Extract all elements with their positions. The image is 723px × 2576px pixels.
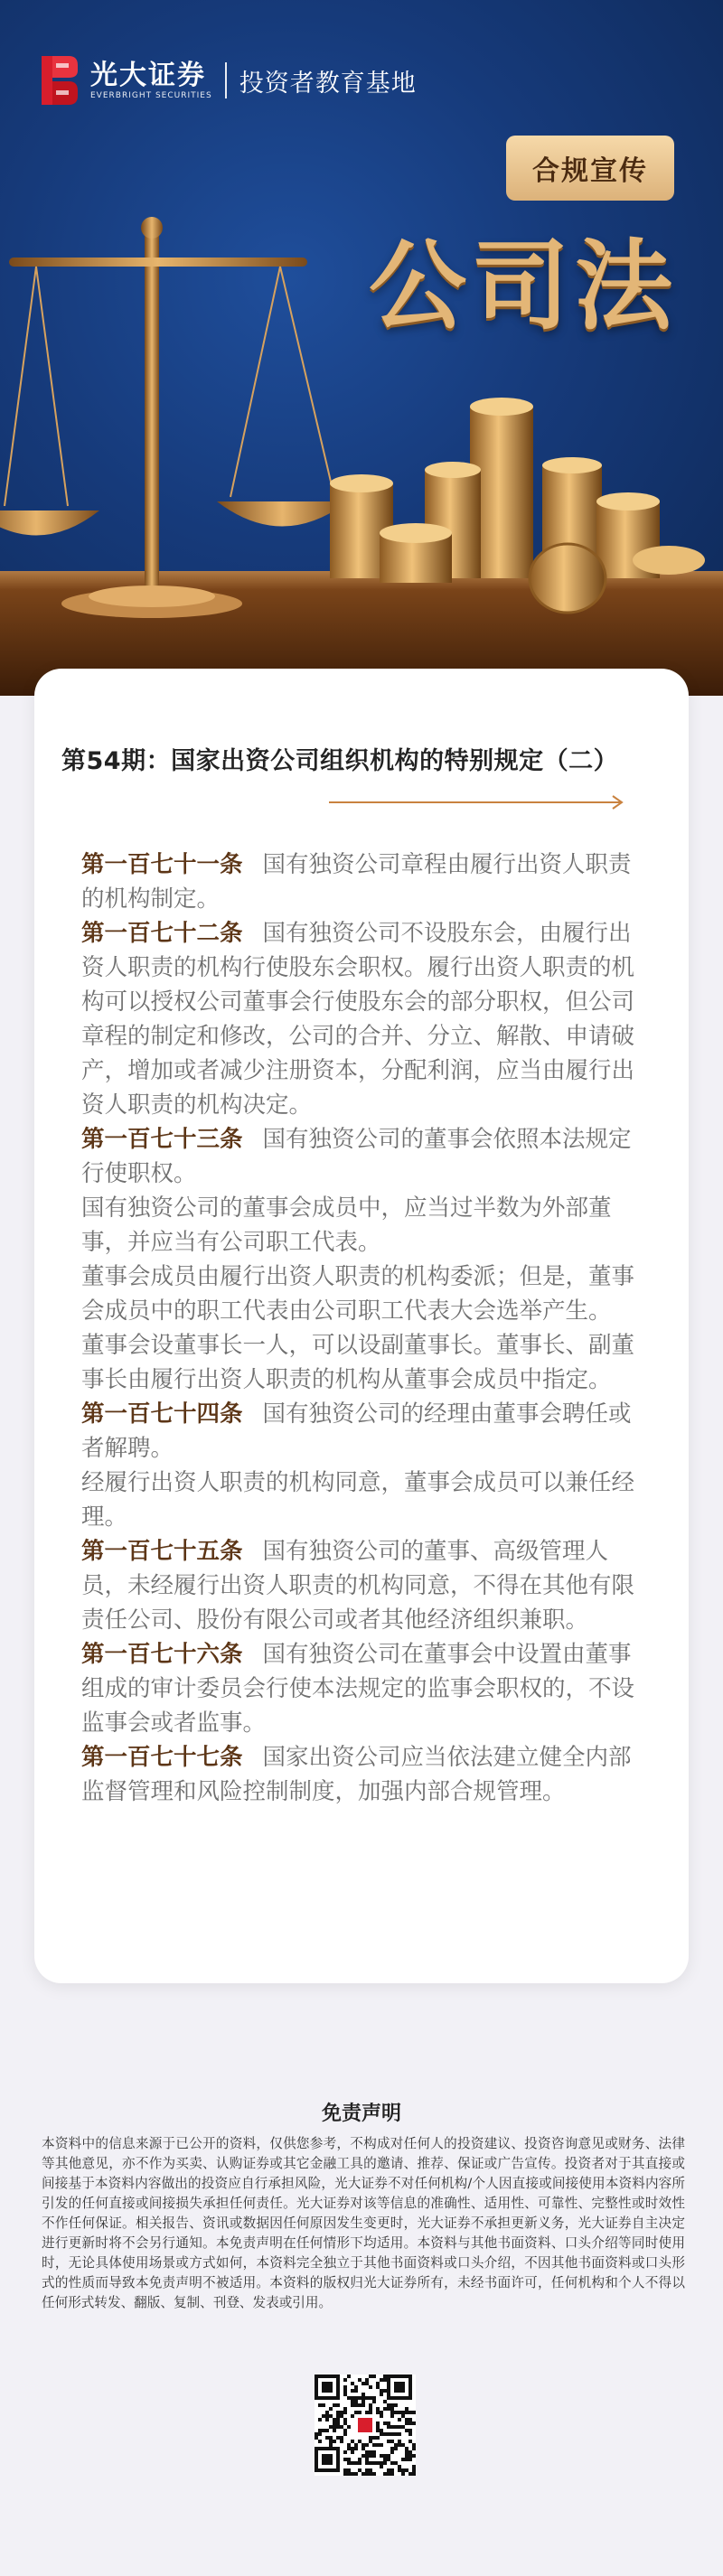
article-paragraph (81, 1260, 643, 1328)
brand-logo (42, 56, 417, 105)
article-text: 国有独资公司在董事会中设置由董事组成的审计委员会行使本法规定的监事会职权的，不设监事会或者监事。 (81, 1641, 635, 1737)
article-paragraph (81, 1191, 643, 1260)
issue-title: 第54期：国家出资公司组织机构的特别规定（二） (61, 747, 619, 775)
article-text: 国有独资公司章程由履行出资人职责的机构制定。 (81, 851, 632, 913)
articles-body (81, 848, 643, 1809)
disclaimer-title: 免责声明 (321, 2103, 401, 2125)
article-paragraph (81, 916, 643, 1122)
article-paragraph (81, 1397, 643, 1466)
article-number: 第一百七十一条 (81, 851, 243, 878)
disclaimer-text: 本资料中的信息来源于已公开的资料，仅供您参考，不构成对任何人的投资建议、投资咨询意见或财务、法律等其他意见，亦不作为买卖、认购证券或其它金融工具的邀请、推荐、保证或广告宣传。投资者对于其直接或间接基于本资料内容做出的投资应自行承担风险，光大证券不对任何机构/个人因直接或间接使用本资料内容所引发的任何直接或间接损失承担任何责任。光大证券对该等信息的准确性、适用性、可靠性、完整性或时效性不作任何保证。相关报告、资讯或数据因任何原因发生变更时，光大证券不承担更新义务，光大证券自主决定进行更新时将不会另行通知。本免责声明在任何情形下均适用。本资料与其他书面资料、口头介绍等同时使用时，无论具体使用场景或方式如何，本资料完全独立于其他书面资料或口头介绍，不因其他书面资料或口头形式的性质而导致本免责声明不被适用。本资料的版权归光大证券所有，未经书面许可，任何机构和个人不得以任何形式转发、翻版、复制、刊登、发表或引用。 (42, 2136, 685, 2310)
article-paragraph (81, 848, 643, 916)
article-text: 董事会成员由履行出资人职责的机构委派；但是，董事会成员中的职工代表由公司职工代表大会选举产生。 (81, 1263, 635, 1325)
article-paragraph (81, 1534, 643, 1637)
logo-divider (225, 62, 227, 98)
article-number: 第一百七十三条 (81, 1126, 243, 1153)
article-number: 第一百七十七条 (81, 1744, 243, 1771)
arrow-right-icon (329, 793, 627, 811)
logo-subtitle: 投资者教育基地 (239, 69, 417, 98)
brand-name-en: EVERBRIGHT SECURITIES (90, 91, 212, 100)
article-text: 经履行出资人职责的机构同意，董事会成员可以兼任经理。 (81, 1469, 635, 1531)
article-paragraph (81, 1466, 643, 1534)
article-text: 国有独资公司不设股东会，由履行出资人职责的机构行使股东会职权。履行出资人职责的机构可以授权公司董事会行使股东会的部分职权，但公司章程的制定和修改，公司的合并、分立、解散、申请破产，增加或者减少注册资本，分配利润，应当由履行出资人职责的机构决定。 (81, 920, 635, 1119)
main-title: 公司法 (369, 229, 679, 343)
article-text: 董事会设董事长一人，可以设副董事长。董事长、副董事长由履行出资人职责的机构从董事会成员中指定。 (81, 1332, 635, 1393)
article-text: 国有独资公司的董事会依照本法规定行使职权。 (81, 1126, 632, 1187)
brand-name-block (78, 61, 212, 100)
article-number: 第一百七十二条 (81, 920, 243, 947)
article-text: 国家出资公司应当依法建立健全内部监督管理和风险控制制度，加强内部合规管理。 (81, 1744, 632, 1805)
content-card (34, 669, 689, 1983)
brand-name-cn: 光大证券 (90, 60, 206, 91)
article-text: 国有独资公司的董事、高级管理人员，未经履行出资人职责的机构同意，不得在其他有限责任公司、股份有限公司或者其他经济组织兼职。 (81, 1538, 635, 1634)
article-text: 国有独资公司的董事会成员中，应当过半数为外部董事，并应当有公司职工代表。 (81, 1194, 612, 1256)
article-text: 国有独资公司的经理由董事会聘任或者解聘。 (81, 1400, 632, 1462)
article-number: 第一百七十六条 (81, 1641, 243, 1668)
article-number: 第一百七十四条 (81, 1400, 243, 1428)
qr-code-icon (315, 2375, 416, 2476)
article-paragraph (81, 1328, 643, 1397)
article-number: 第一百七十五条 (81, 1538, 243, 1565)
scale-of-justice-icon (0, 217, 348, 618)
article-paragraph (81, 1122, 643, 1191)
article-paragraph (81, 1637, 643, 1740)
hero-banner (0, 0, 723, 696)
compliance-badge: 合规宣传 (506, 136, 674, 201)
everbright-logo-icon (42, 56, 78, 105)
article-paragraph (81, 1740, 643, 1809)
